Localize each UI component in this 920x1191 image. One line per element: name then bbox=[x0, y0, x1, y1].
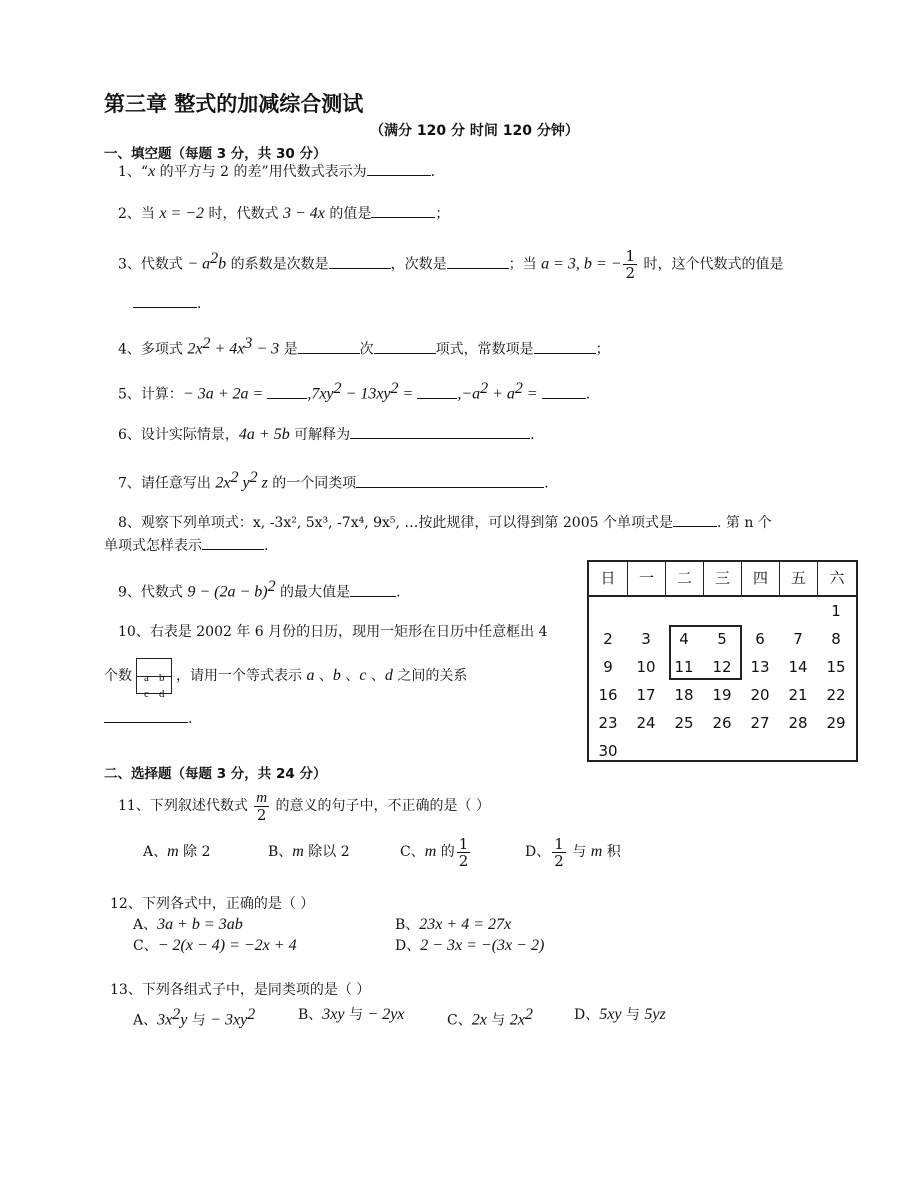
q8-line2: 单项式怎样表示 bbox=[104, 538, 202, 554]
q4-e1: 2 bbox=[202, 335, 211, 352]
q13-a-text: 与 bbox=[187, 1012, 211, 1029]
calendar-selection-rectangle bbox=[669, 625, 742, 680]
cal-header-sat: 六 bbox=[817, 562, 856, 595]
q3-var-b: b bbox=[218, 255, 227, 273]
q6-end: . bbox=[530, 427, 535, 443]
calendar-day-28: 28 bbox=[788, 714, 808, 732]
calendar-day-30: 30 bbox=[598, 742, 618, 760]
q7-e2: 2 bbox=[249, 469, 258, 486]
q11-c-var: m bbox=[424, 843, 437, 860]
calendar-day-23: 23 bbox=[598, 714, 618, 732]
calendar-day-27: 27 bbox=[750, 714, 770, 732]
calendar-day-5: 5 bbox=[717, 630, 727, 648]
q3-end: . bbox=[197, 296, 202, 312]
question-9 bbox=[118, 577, 401, 603]
q11-d-text: 与 bbox=[567, 844, 591, 860]
q2-text-a: 2、当 bbox=[118, 206, 160, 222]
q4-t2: + 4x bbox=[210, 340, 245, 358]
calendar-day-24: 24 bbox=[636, 714, 656, 732]
question-13: 13、下列各组式子中，是同类项的是（ ） bbox=[110, 982, 371, 998]
q1-var-x: x bbox=[148, 163, 156, 180]
cal-header-sun: 日 bbox=[600, 569, 616, 587]
q8-blank-2[interactable] bbox=[202, 535, 264, 550]
q12-b-label: B、 bbox=[395, 917, 420, 933]
calendar-day-4: 4 bbox=[679, 630, 689, 648]
q7-answer-blank[interactable] bbox=[356, 473, 544, 488]
q13-d-t1: 5xy bbox=[599, 1006, 622, 1023]
q11-fraction bbox=[254, 790, 269, 823]
q3-frac-num: 1 bbox=[625, 247, 635, 265]
q12-option-d[interactable] bbox=[395, 936, 544, 956]
q3-text-b: 的系数是次数是 bbox=[226, 256, 329, 273]
q10-sep-2: 、 bbox=[340, 668, 360, 684]
q10-box-divider bbox=[137, 676, 171, 677]
q4-blank-2[interactable] bbox=[374, 339, 436, 354]
q7-t1: 2x bbox=[215, 474, 231, 492]
question-3 bbox=[118, 248, 783, 281]
q13-option-c[interactable] bbox=[447, 1005, 533, 1031]
q3-frac-den: 2 bbox=[625, 264, 635, 282]
q8-blank-1[interactable] bbox=[673, 512, 717, 527]
q10-box-c: c bbox=[144, 688, 149, 700]
q4-text-b: 是 bbox=[279, 341, 298, 358]
q5-blank-2[interactable] bbox=[417, 384, 457, 399]
question-11 bbox=[118, 788, 490, 824]
q11-c-text: 的 bbox=[436, 844, 455, 860]
cal-header-thu: 四 bbox=[741, 562, 779, 595]
calendar-day-20: 20 bbox=[750, 686, 770, 704]
q10-box-d: d bbox=[159, 688, 165, 700]
calendar-day-1: 1 bbox=[831, 602, 841, 620]
question-6 bbox=[118, 424, 535, 445]
q10-sep-1: 、 bbox=[314, 668, 333, 684]
q6-text-a: 6、设计实际情景， bbox=[118, 427, 239, 443]
q13-c-label: C、 bbox=[447, 1012, 472, 1029]
q5-text-a: 5、计算： bbox=[118, 386, 183, 403]
question-12: 12、下列各式中，正确的是（ ） bbox=[110, 896, 315, 912]
q11-c-frac-den: 2 bbox=[458, 851, 469, 870]
q12-a-expr: 3a + b = 3ab bbox=[157, 916, 243, 933]
q4-blank-1[interactable] bbox=[298, 339, 360, 354]
q10-var-b: b bbox=[332, 667, 341, 684]
q1-text-a: 1、“ bbox=[118, 164, 149, 180]
question-10-cont bbox=[104, 658, 468, 700]
q4-t3: − 3 bbox=[252, 340, 280, 358]
q10-box-a: a bbox=[144, 672, 149, 684]
q12-option-c[interactable] bbox=[133, 936, 297, 956]
q9-exp: 2 bbox=[267, 578, 276, 595]
question-8 bbox=[118, 512, 772, 533]
q2-end: ； bbox=[435, 206, 450, 222]
calendar-june-2002 bbox=[587, 560, 858, 762]
q13-a-t1: 3x bbox=[157, 1011, 173, 1029]
q11-c-label: C、 bbox=[400, 844, 425, 860]
q10-box-b: b bbox=[159, 672, 165, 684]
q11-text-b: 的意义的句子中，不正确的是（ ） bbox=[271, 798, 491, 814]
cal-header-tue: 二 bbox=[665, 562, 703, 595]
q9-answer-blank[interactable] bbox=[350, 582, 396, 597]
question-2 bbox=[118, 203, 449, 224]
question-10: 10、右表是 2002 年 6 月份的日历，现用一矩形在日历中任意框出 4 bbox=[118, 624, 548, 640]
q10-abcd-box bbox=[136, 658, 172, 700]
q5-e3: 2 bbox=[480, 380, 489, 397]
q3-expr: − a bbox=[187, 255, 211, 273]
calendar-day-9: 9 bbox=[603, 658, 613, 676]
calendar-day-8: 8 bbox=[831, 630, 841, 648]
q5-p4: = bbox=[398, 385, 418, 403]
q4-text-d: 项式，常数项是 bbox=[435, 341, 534, 358]
q2-expr2: 3 − 4x bbox=[282, 205, 325, 222]
q13-d-label: D、 bbox=[574, 1007, 600, 1023]
q3-fraction bbox=[623, 248, 637, 281]
q13-c-t1: 2x bbox=[471, 1011, 487, 1029]
q3-blank-1[interactable] bbox=[329, 254, 391, 269]
q11-text-a: 11、下列叙述代数式 bbox=[118, 798, 253, 814]
q11-b-var: m bbox=[292, 843, 304, 860]
q13-b-t1: 3xy bbox=[322, 1006, 345, 1023]
question-4 bbox=[118, 334, 610, 360]
q10-end: . bbox=[188, 711, 193, 727]
q13-c-e: 2 bbox=[524, 1006, 533, 1023]
q5-blank-3[interactable] bbox=[542, 384, 586, 399]
q9-text-a: 9、代数式 bbox=[118, 584, 188, 601]
q13-a-t2: y bbox=[180, 1011, 188, 1029]
q4-e2: 3 bbox=[244, 335, 253, 352]
q7-e1: 2 bbox=[230, 469, 239, 486]
q8-line1: 8、观察下列单项式：x, -3x², 5x³, -7x⁴, 9x⁵, …按此规律，可以得到第 2005 个单项式是 bbox=[118, 515, 673, 531]
q9-end: . bbox=[396, 584, 401, 601]
q11-d-fraction bbox=[552, 836, 566, 869]
calendar-day-15: 15 bbox=[826, 658, 846, 676]
q5-p6: + a bbox=[488, 385, 515, 403]
q1-end: . bbox=[430, 164, 436, 180]
q11-option-a[interactable] bbox=[143, 834, 211, 870]
q11-d-var: m bbox=[590, 843, 603, 860]
q7-t2: y bbox=[238, 474, 250, 492]
q9-expr: 9 − (2a − b) bbox=[187, 583, 268, 601]
q5-p1: − 3a + 2a = bbox=[182, 385, 268, 403]
q11-d-frac-den: 2 bbox=[554, 851, 564, 870]
q10-var-a: a bbox=[306, 667, 315, 684]
q13-b-t2: − 2yx bbox=[367, 1006, 405, 1023]
calendar-day-11: 11 bbox=[674, 658, 694, 676]
q11-b-text: 除以 2 bbox=[303, 844, 350, 860]
calendar-day-18: 18 bbox=[674, 686, 694, 704]
q7-text-a: 7、请任意写出 bbox=[118, 475, 216, 492]
q3-text-e: 时，这个代数式的值是 bbox=[639, 256, 784, 273]
page-title: 第三章 整式的加减综合测试 bbox=[104, 92, 364, 116]
q13-option-b[interactable] bbox=[298, 1005, 404, 1025]
calendar-day-25: 25 bbox=[674, 714, 694, 732]
calendar-day-26: 26 bbox=[712, 714, 732, 732]
calendar-day-17: 17 bbox=[636, 686, 656, 704]
q13-b-label: B、 bbox=[298, 1007, 323, 1023]
q13-d-text: 与 bbox=[621, 1007, 645, 1023]
question-7 bbox=[118, 468, 549, 494]
q3-text-a: 3、代数式 bbox=[118, 256, 188, 273]
q12-d-label: D、 bbox=[395, 938, 421, 954]
calendar-day-14: 14 bbox=[788, 658, 808, 676]
calendar-day-21: 21 bbox=[788, 686, 808, 704]
q8-end: . bbox=[264, 538, 269, 554]
q11-frac-num: m bbox=[256, 789, 268, 806]
q11-option-b[interactable] bbox=[268, 834, 350, 870]
q5-blank-1[interactable] bbox=[267, 384, 307, 399]
q10-text-b: ，请用一个等式表示 bbox=[176, 668, 307, 684]
q6-text-b: 可解释为 bbox=[289, 427, 351, 443]
q10-text-a: 个数 bbox=[104, 668, 132, 684]
calendar-day-16: 16 bbox=[598, 686, 618, 704]
q7-text-b: 的一个同类项 bbox=[267, 475, 357, 492]
q5-p7: = bbox=[522, 385, 542, 403]
q10-text-c: 之间的关系 bbox=[392, 668, 468, 684]
q2-text-b: 时，代数式 bbox=[204, 206, 283, 222]
q4-blank-3[interactable] bbox=[534, 339, 596, 354]
q3-blank-3[interactable] bbox=[133, 293, 197, 308]
q13-option-a[interactable] bbox=[133, 1005, 255, 1031]
q3-expr2: a = 3, b = − bbox=[541, 255, 622, 273]
q4-end: ； bbox=[595, 341, 610, 358]
q11-frac-den: 2 bbox=[256, 805, 267, 824]
q13-a-e1: 2 bbox=[172, 1006, 181, 1023]
q12-c-expr: − 2(x − 4) = −2x + 4 bbox=[157, 937, 297, 954]
q13-c-t2: 2x bbox=[509, 1011, 525, 1029]
q5-e4: 2 bbox=[514, 380, 523, 397]
calendar-day-19: 19 bbox=[712, 686, 732, 704]
q11-d-frac-num: 1 bbox=[554, 834, 564, 853]
calendar-day-10: 10 bbox=[636, 658, 656, 676]
page-subtitle: （满分 120 分 时间 120 分钟） bbox=[370, 123, 579, 139]
q5-p2: ,7xy bbox=[307, 385, 334, 403]
calendar-day-6: 6 bbox=[755, 630, 765, 648]
q1-answer-blank[interactable] bbox=[367, 161, 431, 176]
q9-text-b: 的最大值是 bbox=[275, 584, 351, 601]
q12-c-label: C、 bbox=[133, 938, 158, 954]
section-2-title: 二、选择题（每题 3 分，共 24 分） bbox=[104, 766, 327, 782]
question-1 bbox=[118, 161, 435, 182]
q4-text-c: 次 bbox=[359, 341, 374, 358]
q8-line1-end: . 第 n 个 bbox=[716, 515, 772, 531]
q11-a-var: m bbox=[167, 843, 179, 860]
cal-header-wed: 三 bbox=[703, 562, 741, 595]
calendar-day-2: 2 bbox=[603, 630, 613, 648]
q11-c-frac-num: 1 bbox=[458, 834, 469, 853]
q4-text-a: 4、多项式 bbox=[118, 341, 188, 358]
q12-option-a[interactable] bbox=[133, 915, 243, 935]
q11-d-label: D、 bbox=[525, 844, 551, 860]
q12-b-expr: 23x + 4 = 27x bbox=[419, 916, 512, 933]
section-1-title: 一、填空题（每题 3 分，共 30 分） bbox=[104, 146, 327, 162]
q6-answer-blank[interactable] bbox=[350, 424, 530, 439]
q10-answer-blank[interactable] bbox=[104, 708, 188, 723]
q10-var-c: c bbox=[359, 667, 367, 684]
cal-header-fri: 五 bbox=[779, 562, 817, 595]
q12-a-label: A、 bbox=[133, 917, 158, 933]
q12-d-expr: 2 − 3x = −(3x − 2) bbox=[420, 937, 545, 954]
q11-a-text: 除 2 bbox=[178, 844, 211, 860]
q11-d-text2: 积 bbox=[602, 844, 621, 860]
q7-t3: z bbox=[257, 474, 268, 492]
q2-expr: x = −2 bbox=[159, 205, 205, 222]
q6-expr: 4a + 5b bbox=[238, 426, 290, 443]
q11-a-label: A、 bbox=[143, 844, 168, 860]
calendar-header-row bbox=[589, 562, 856, 597]
q11-b-label: B、 bbox=[268, 844, 293, 860]
q3-text-c: ，次数是 bbox=[390, 256, 447, 273]
q4-t1: 2x bbox=[187, 340, 203, 358]
q10-sep-3: 、 bbox=[366, 668, 385, 684]
q13-a-label: A、 bbox=[133, 1012, 158, 1029]
calendar-day-12: 12 bbox=[712, 658, 732, 676]
q13-option-d[interactable] bbox=[574, 1005, 666, 1025]
q13-b-text: 与 bbox=[344, 1007, 368, 1023]
q11-option-c[interactable] bbox=[400, 834, 472, 870]
q5-p5: ,−a bbox=[457, 385, 481, 403]
q11-option-d[interactable] bbox=[525, 834, 621, 870]
calendar-day-3: 3 bbox=[641, 630, 651, 648]
q13-c-text: 与 bbox=[486, 1012, 510, 1029]
question-5 bbox=[118, 379, 590, 405]
question-8-cont bbox=[104, 535, 268, 556]
q3-exp: 2 bbox=[210, 249, 219, 267]
calendar-day-7: 7 bbox=[793, 630, 803, 648]
q13-a-t3: − 3xy bbox=[210, 1011, 248, 1029]
q11-c-fraction bbox=[457, 836, 471, 869]
q2-text-c: 的值是 bbox=[324, 206, 372, 222]
q12-option-b[interactable] bbox=[395, 915, 511, 935]
calendar-day-13: 13 bbox=[750, 658, 770, 676]
question-10-answer bbox=[104, 708, 192, 729]
calendar-day-29: 29 bbox=[826, 714, 846, 732]
q2-answer-blank[interactable] bbox=[371, 203, 435, 218]
cal-header-mon: 一 bbox=[627, 562, 665, 595]
q7-end: . bbox=[544, 475, 549, 492]
q13-d-t2: 5yz bbox=[644, 1006, 666, 1023]
q1-text-b: 的平方与 2 的差”用代数式表示为 bbox=[155, 164, 367, 180]
q5-e2: 2 bbox=[390, 380, 399, 397]
q5-e1: 2 bbox=[333, 380, 342, 397]
question-3-cont bbox=[133, 293, 201, 314]
q10-var-d: d bbox=[384, 667, 393, 684]
q5-p3: − 13xy bbox=[341, 385, 391, 403]
q3-blank-2[interactable] bbox=[447, 254, 509, 269]
calendar-day-22: 22 bbox=[826, 686, 846, 704]
q13-a-e2: 2 bbox=[247, 1006, 256, 1023]
q3-text-d: ；当 bbox=[508, 256, 542, 273]
q5-end: . bbox=[585, 386, 591, 403]
